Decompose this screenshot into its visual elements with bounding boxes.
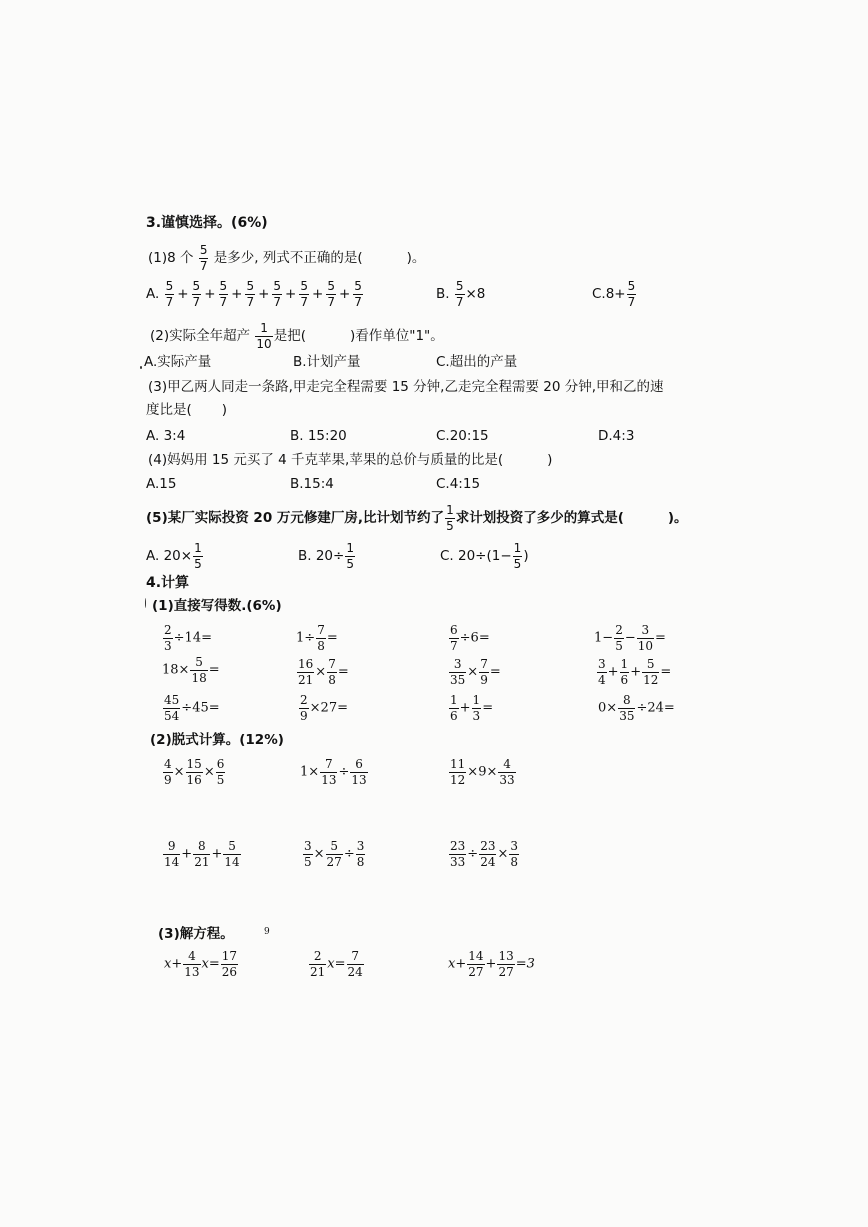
sub2-heading: (2)脱式计算。(12%) (150, 732, 284, 748)
q1-post: 是多少, 列式不正确的是( (213, 250, 363, 267)
stray-mark: 9 (264, 927, 270, 937)
q1-pre: (1)8 个 (148, 250, 194, 267)
stepwise-a3: $\frac{11}{12}$ ×9× $\frac{4}{33}$ (450, 757, 515, 787)
q3-option-d: D.4:3 (598, 428, 635, 444)
q4-option-b: B.15:4 (290, 476, 334, 492)
direct-r1c3: $\frac{6}{7}$ ÷6= (450, 623, 490, 653)
q5-option-c: C. 20÷(1− $\frac{1}{5}$ ) (440, 541, 529, 571)
q1-option-c: C.8+ $\frac{5}{7}$ (592, 279, 636, 309)
direct-r3c1: $\frac{45}{54}$ ÷45= (164, 693, 220, 723)
stepwise-b1: $\frac{9}{14}$ + $\frac{8}{21}$ + $\frac{5}{14}$ (164, 839, 240, 869)
q5-option-a: A. 20× $\frac{1}{5}$ (146, 541, 202, 571)
q4-stem: (4)妈妈用 15 元买了 4 千克苹果,苹果的总价与质量的比是( ) (148, 452, 553, 468)
q2-option-b: B.计划产量 (293, 354, 361, 370)
sub1-heading: (1)直接写得数.(6%) (152, 598, 282, 614)
q5-stem: (5)某厂实际投资 20 万元修建厂房,比计划节约了 $\frac{1}{5}$ 求计划投资了多少的算式是( )。 (146, 503, 688, 533)
q1-option-b: B. $\frac{5}{7}$ ×8 (436, 279, 486, 309)
q2-stem: (2)实际全年超产 $\frac{1}{10}$ 是把( )看作单位"1"。 (150, 321, 444, 351)
direct-r3c4: 0× $\frac{8}{35}$ ÷24= (598, 693, 675, 723)
q3-line2: 度比是( ) (146, 402, 228, 418)
section4-heading: 4.计算 (146, 575, 190, 591)
direct-r1c2: 1÷ $\frac{7}{8}$ = (296, 623, 338, 653)
q1-stem (148, 244, 425, 272)
section3-heading: 3.谨慎选择。(6%) (146, 215, 268, 231)
equation-2: $\frac{2}{21}$ x= $\frac{7}{24}$ (310, 949, 363, 979)
direct-r1c1: $\frac{2}{3}$ ÷14= (164, 623, 212, 653)
q1-fraction: $\frac{5}{7}$ (199, 243, 208, 273)
q3-option-c: C.20:15 (436, 428, 489, 444)
stepwise-a1: $\frac{4}{9}$ × $\frac{15}{16}$ × $\frac{6}{5}$ (164, 757, 225, 787)
q4-option-a: A.15 (146, 476, 177, 492)
direct-r1c4: 1− $\frac{2}{5}$ − $\frac{3}{10}$ = (594, 623, 666, 653)
q3-line1: (3)甲乙两人同走一条路,甲走完全程需要 15 分钟,乙走完全程需要 20 分钟,甲和乙的速 (148, 379, 664, 395)
scan-speck (140, 366, 142, 369)
direct-r3c3: $\frac{1}{6}$ + $\frac{1}{3}$ = (450, 693, 494, 723)
stepwise-b3: $\frac{23}{33}$ ÷ $\frac{23}{24}$ × $\frac{3}{8}$ (450, 839, 519, 869)
scan-speck (145, 598, 146, 608)
equation-3: x+ $\frac{14}{27}$ + $\frac{13}{27}$ =3 (448, 949, 535, 979)
direct-r2c1: 18× $\frac{5}{18}$ = (162, 655, 220, 685)
q4-option-c: C.4:15 (436, 476, 481, 492)
q3-option-b: B. 15:20 (290, 428, 347, 444)
direct-r2c4: $\frac{3}{4}$ + $\frac{1}{6}$ + $\frac{5}{12}$ = (598, 657, 672, 687)
sub3-heading: (3)解方程。 (158, 926, 234, 942)
q5-option-b: B. 20÷ $\frac{1}{5}$ (298, 541, 354, 571)
q2-option-a: A.实际产量 (144, 354, 212, 370)
stepwise-a2: 1× $\frac{7}{13}$ ÷ $\frac{6}{13}$ (300, 757, 367, 787)
q1-option-a: A. $\frac{5}{7}$ + $\frac{5}{7}$ + $\frac{5}{7}$ + $\frac{5}{7}$ + $\frac{5}{7}$ + $\frac{5}{7}$ + $\frac{5}{7}$ + $\frac{5}{7}$ (146, 279, 362, 309)
direct-r2c3: $\frac{3}{35}$ × $\frac{7}{9}$ = (450, 657, 501, 687)
direct-r3c2: $\frac{2}{9}$ ×27= (300, 693, 348, 723)
q1-close: )。 (406, 250, 426, 267)
equation-1: x+ $\frac{4}{13}$ x= $\frac{17}{26}$ (164, 949, 238, 979)
q3-option-a: A. 3:4 (146, 428, 186, 444)
stepwise-b2: $\frac{3}{5}$ × $\frac{5}{27}$ ÷ $\frac{3}{8}$ (304, 839, 365, 869)
q2-option-c: C.超出的产量 (436, 354, 518, 370)
direct-r2c2: $\frac{16}{21}$ × $\frac{7}{8}$ = (298, 657, 349, 687)
